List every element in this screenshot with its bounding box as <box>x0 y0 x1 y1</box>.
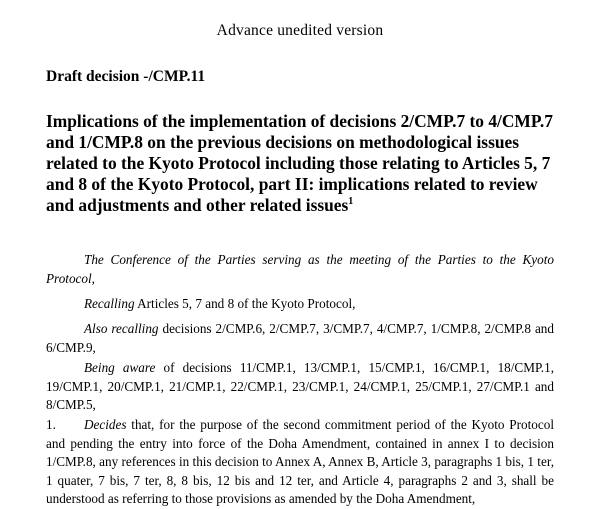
preamble-paragraph <box>46 251 554 288</box>
draft-decision-label: Draft decision -/CMP.11 <box>46 68 206 85</box>
recalling-text: Articles 5, 7 and 8 of the Kyoto Protocol, <box>134 296 356 311</box>
paragraph-number: 1. <box>46 417 56 432</box>
operative-lead: Decides <box>84 417 127 432</box>
also-recalling-paragraph <box>46 320 554 357</box>
recalling-lead: Recalling <box>84 296 135 311</box>
also-recalling-lead: Also recalling <box>84 321 159 336</box>
operative-paragraph-1 <box>46 416 554 509</box>
preamble-text: The Conference of the Parties serving as the meeting of the Parties to the Kyoto Protocol, <box>46 252 554 286</box>
being-aware-text: of decisions 11/CMP.1, 13/CMP.1, 15/CMP.1, 16/CMP.1, 18/CMP.1, 19/CMP.1, 20/CMP.1, 21/CMP.1, 22/CMP.1, 23/CMP.1, 24/CMP.1, 25/CMP.1, 27/CMP.1 and 8/CMP.5, <box>46 360 554 412</box>
also-recalling-text: decisions 2/CMP.6, 2/CMP.7, 3/CMP.7, 4/CMP.7, 1/CMP.8, 2/CMP.8 and 6/CMP.9, <box>46 321 554 355</box>
operative-text: that, for the purpose of the second commitment period of the Kyoto Protocol and pending the entry into force of the Doha Amendment, contained in annex I to decision 1/CMP.8, any references in this decision to Annex A, Annex B, Article 3, paragraphs 1 bis, 1 ter, 1 quater, 7 bis, 7 ter, 8, 8 bis, 12 bis and 12 ter, and Article 4, paragraphs 2 and 3, shall be understood as referring to those provisions as amended by the Doha Amendment, <box>46 417 554 506</box>
recalling-paragraph <box>46 295 554 314</box>
document-header: Advance unedited version <box>216 22 384 39</box>
decision-title-text: Implications of the implementation of decisions 2/CMP.7 to 4/CMP.7 and 1/CMP.8 on the previous decisions on methodological issues related to the Kyoto Protocol including those relating to Articles 5, 7 and 8 of the Kyoto Protocol, part II: implications related to review and adjustments and other related issues <box>46 111 553 215</box>
being-aware-lead: Being aware <box>84 360 156 375</box>
decision-title <box>46 111 566 216</box>
being-aware-paragraph <box>46 359 554 415</box>
footnote-marker: 1 <box>348 196 354 208</box>
